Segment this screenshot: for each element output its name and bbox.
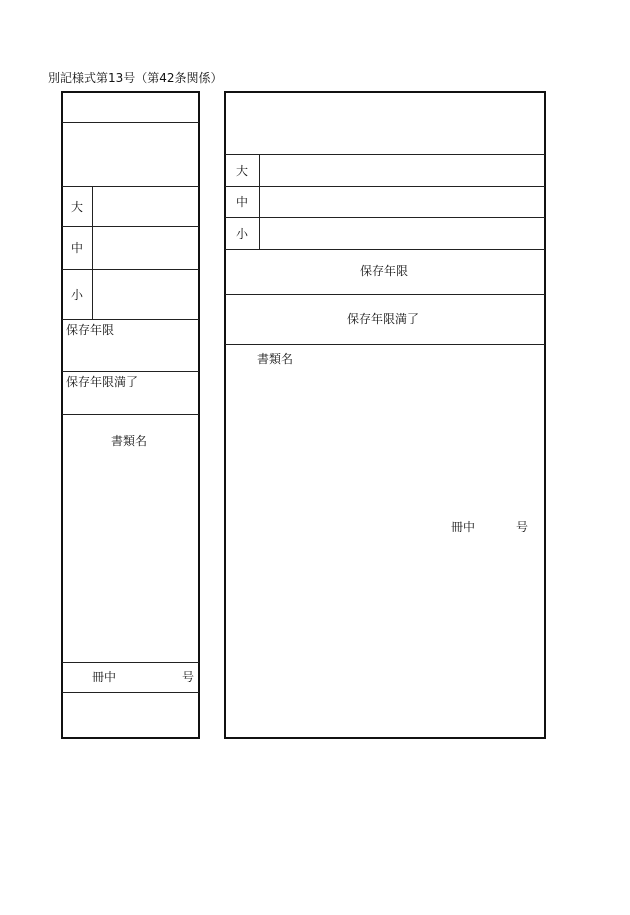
left-divider-small: [62, 319, 199, 320]
left-volume-suffix: 号: [182, 670, 195, 684]
right-divider-expiry: [225, 344, 545, 345]
right-document-name-label: 書類名: [257, 352, 294, 366]
left-divider-expiry: [62, 414, 199, 415]
left-volume-prefix: 冊中: [92, 670, 117, 684]
left-class-small-field[interactable]: [93, 270, 199, 319]
right-class-small-label: 小: [236, 227, 249, 241]
right-class-medium-label: 中: [236, 195, 249, 209]
right-class-large-field[interactable]: [260, 155, 545, 186]
right-divider-small: [225, 249, 545, 250]
left-divider-retention: [62, 371, 199, 372]
right-divider-retention: [225, 294, 545, 295]
right-retention-period-label: 保存年限: [360, 264, 409, 278]
left-class-medium-field[interactable]: [93, 227, 199, 269]
left-divider-docname: [62, 662, 199, 663]
left-class-medium-label: 中: [71, 241, 84, 255]
left-retention-period-label: 保存年限: [66, 323, 115, 337]
right-class-large-label: 大: [236, 164, 249, 178]
left-divider-top: [62, 122, 199, 123]
left-divider-volume: [62, 692, 199, 693]
right-volume-prefix: 冊中: [451, 520, 476, 534]
right-volume-suffix: 号: [516, 520, 529, 534]
right-retention-expiry-label: 保存年限満了: [347, 312, 420, 326]
left-retention-expiry-label: 保存年限満了: [66, 375, 139, 389]
left-class-large-field[interactable]: [93, 187, 199, 226]
left-document-name-label: 書類名: [111, 434, 148, 448]
left-class-small-label: 小: [71, 288, 84, 302]
form-title: 別記様式第13号（第42条関係）: [48, 71, 223, 85]
left-class-large-label: 大: [71, 200, 84, 214]
right-class-small-field[interactable]: [260, 218, 545, 249]
right-class-medium-field[interactable]: [260, 187, 545, 217]
